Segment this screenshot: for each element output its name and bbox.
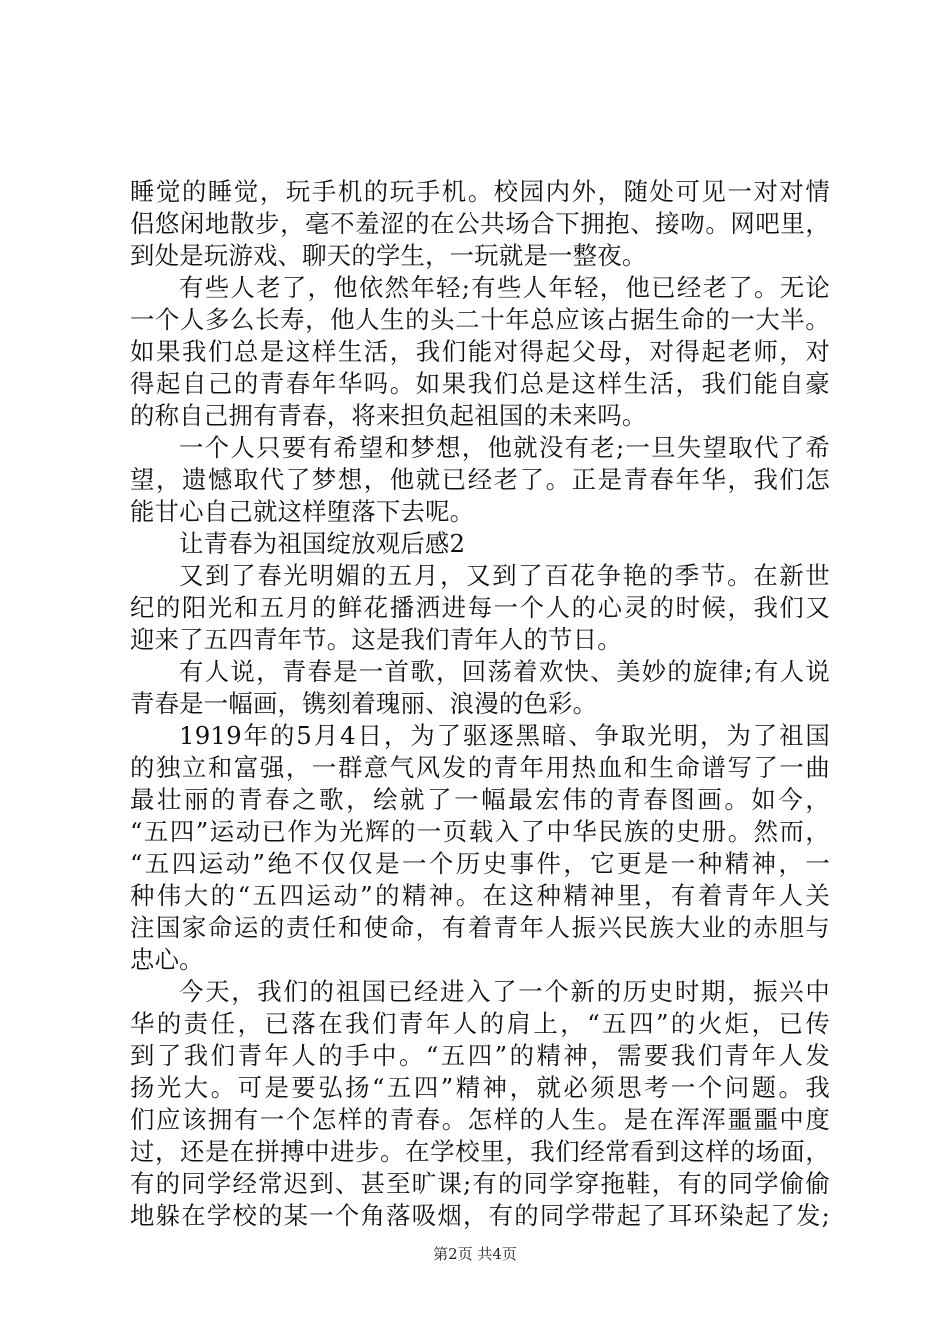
text-line: 迎来了五四青年节。这是我们青年人的节日。 [130, 625, 622, 654]
text-line: 有些人老了，他依然年轻;有些人年轻，他已经老了。无论 [179, 273, 830, 302]
text-line: 过，还是在拼搏中进步。在学校里，我们经常看到这样的场面， [130, 1137, 830, 1166]
document-body [130, 176, 830, 1232]
text-line: 有的同学经常迟到、甚至旷课;有的同学穿拖鞋，有的同学偷偷 [130, 1169, 830, 1198]
text-line: 注国家命运的责任和使命，有着青年人振兴民族大业的赤胆与 [130, 913, 830, 942]
text-line: 让青春为祖国绽放观后感2 [179, 529, 466, 558]
text-line: 得起自己的青春年华吗。如果我们总是这样生活，我们能自豪 [130, 369, 830, 398]
page-footer: 第2页 共4页 [433, 1245, 517, 1263]
text-line: 望，遗憾取代了梦想，他就已经老了。正是青春年华，我们怎 [130, 465, 830, 494]
text-line: 的称自己拥有青春，将来担负起祖国的未来吗。 [130, 401, 647, 430]
text-line: 种伟大的“五四运动”的精神。在这种精神里，有着青年人关 [130, 881, 830, 910]
text-line: 有人说，青春是一首歌，回荡着欢快、美妙的旋律;有人说 [179, 657, 830, 686]
text-line: 扬光大。可是要弘扬“五四”精神，就必须思考一个问题。我 [130, 1073, 830, 1102]
text-line: 到了我们青年人的手中。“五四”的精神，需要我们青年人发 [130, 1041, 830, 1070]
text-line: 如果我们总是这样生活，我们能对得起父母，对得起老师，对 [130, 337, 830, 366]
text-line: 一个人多么长寿，他人生的头二十年总应该占据生命的一大半。 [130, 305, 830, 334]
text-line: 一个人只要有希望和梦想，他就没有老;一旦失望取代了希 [179, 433, 830, 462]
text-line: “五四运动”绝不仅仅是一个历史事件，它更是一种精神，一 [130, 849, 830, 878]
text-line: 睡觉的睡觉，玩手机的玩手机。校园内外，随处可见一对对情 [130, 177, 830, 206]
text-line: 纪的阳光和五月的鲜花播洒进每一个人的心灵的时候，我们又 [130, 593, 830, 622]
text-line: “五四”运动已作为光辉的一页载入了中华民族的史册。然而， [130, 817, 830, 846]
text-line: 又到了春光明媚的五月，又到了百花争艳的季节。在新世 [179, 561, 830, 590]
text-line: 的独立和富强，一群意气风发的青年用热血和生命谱写了一曲 [130, 753, 830, 782]
text-line: 们应该拥有一个怎样的青春。怎样的人生。是在浑浑噩噩中度 [130, 1105, 830, 1134]
text-line: 能甘心自己就这样堕落下去呢。 [130, 497, 475, 526]
text-line: 忠心。 [130, 945, 204, 974]
text-line: 今天，我们的祖国已经进入了一个新的历史时期，振兴中 [179, 977, 830, 1006]
text-line: 侣悠闲地散步，毫不羞涩的在公共场合下拥抱、接吻。网吧里， [130, 209, 830, 238]
text-line: 青春是一幅画，镌刻着瑰丽、浪漫的色彩。 [130, 689, 598, 718]
text-line: 1919年的5月4日，为了驱逐黑暗、争取光明，为了祖国 [179, 721, 830, 750]
text-line: 到处是玩游戏、聊天的学生，一玩就是一整夜。 [130, 241, 647, 270]
text-line: 华的责任，已落在我们青年人的肩上，“五四”的火炬，已传 [130, 1009, 830, 1038]
text-line: 地躲在学校的某一个角落吸烟，有的同学带起了耳环染起了发; [130, 1201, 830, 1230]
text-line: 最壮丽的青春之歌，绘就了一幅最宏伟的青春图画。如今， [130, 785, 830, 814]
